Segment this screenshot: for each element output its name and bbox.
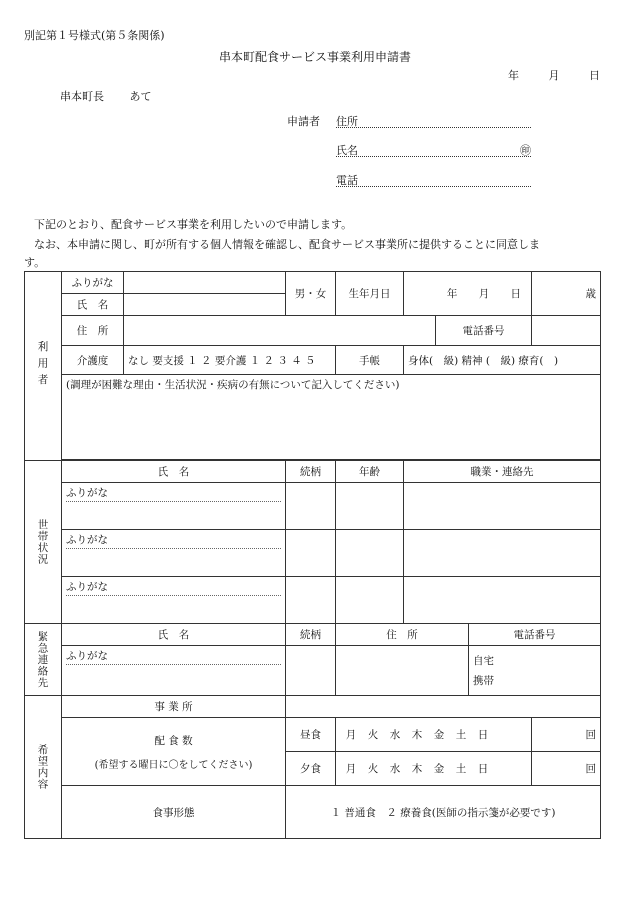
user-section-heading: 利用者 [25,272,62,461]
form-title: 串本町配食サービス事業利用申請書 [218,50,411,64]
household-furigana-1: ふりがな [66,485,281,502]
form-number: 別記第１号様式(第５条関係) [24,29,165,42]
care-level-label: 介護度 [62,346,124,375]
user-furigana-label: ふりがな [62,272,124,294]
dinner-day-thu[interactable]: 木 [411,763,423,775]
lunch-days[interactable] [336,718,532,752]
user-name-field[interactable] [124,294,286,316]
birth-month-label: 月 [478,288,490,300]
lunch-day-fri[interactable]: 金 [433,729,445,741]
body-line-3: す。 [24,256,46,269]
applicant-phone-label: 電話 [336,174,358,187]
dinner-label: 夕食 [286,752,336,786]
emergency-col-name: 氏 名 [62,624,286,646]
dinner-day-sun[interactable]: 日 [477,763,489,775]
dinner-day-wed[interactable]: 水 [389,763,401,775]
lunch-times-label: 回 [585,729,597,741]
household-section-heading: 世帯状況 [25,461,62,624]
meal-count-cell [62,718,286,786]
gender-select[interactable]: 男・女 [286,272,336,316]
household-member-3-age[interactable] [336,577,404,624]
household-col-age: 年齢 [336,461,404,483]
lunch-day-tue[interactable]: 火 [367,729,379,741]
meal-count-label: 配 食 数 [154,734,193,747]
addressee-name: 串本町長 [60,90,104,103]
household-col-job: 職業・連絡先 [404,461,601,483]
dinner-times[interactable] [532,752,601,786]
household-member-2-name[interactable] [62,530,286,577]
applicant-name-label: 氏名 [336,144,358,157]
household-member-2-age[interactable] [336,530,404,577]
user-furigana-field[interactable] [124,272,286,294]
lunch-day-sat[interactable]: 土 [455,729,467,741]
household-member-3-name[interactable] [62,577,286,624]
care-level-options[interactable]: なし 要支援 １ ２ 要介護 １ ２ ３ ４ ５ [124,346,336,375]
emergency-col-relation: 続柄 [286,624,336,646]
age-label: 歳 [585,288,597,300]
applicant-address-field[interactable] [336,113,531,128]
body-line-1: 下記のとおり、配食サービス事業を利用したいので申請します。 [34,218,353,231]
emergency-section-heading: 緊急連絡先 [25,624,62,696]
household-furigana-2: ふりがな [66,532,281,549]
user-phone-field[interactable] [532,316,601,346]
date-line [508,67,600,83]
addressee [60,88,152,104]
lunch-label: 昼食 [286,718,336,752]
lunch-day-wed[interactable]: 水 [389,729,401,741]
user-situation-field[interactable] [62,375,601,460]
date-year: 年 [508,69,519,82]
birth-label: 生年月日 [336,272,404,316]
applicant-phone-field[interactable] [336,172,531,187]
date-day: 日 [589,69,600,82]
request-section-heading: 希望内容 [25,696,62,839]
emergency-home-label: 自宅 [473,654,494,667]
meal-type-options[interactable]: １ 普通食 ２ 療養食(医師の指示箋が必要です) [286,786,601,839]
user-address-label: 住 所 [62,316,124,346]
user-phone-label: 電話番号 [436,316,532,346]
emergency-col-phone: 電話番号 [469,624,601,646]
emergency-name-field[interactable] [62,646,286,696]
date-month: 月 [548,69,560,82]
birth-date-field[interactable] [404,272,532,316]
office-label: 事 業 所 [62,696,286,718]
birth-day-label: 日 [510,288,522,300]
emergency-mobile-label: 携帯 [473,674,494,687]
lunch-day-thu[interactable]: 木 [411,729,423,741]
household-furigana-3: ふりがな [66,579,281,596]
dinner-day-fri[interactable]: 金 [433,763,445,775]
emergency-col-address: 住 所 [336,624,469,646]
household-member-3-relation[interactable] [286,577,336,624]
seal-icon: ㊞ [520,144,531,157]
user-address-field[interactable] [124,316,436,346]
age-field[interactable] [532,272,601,316]
applicant-name-field[interactable] [336,142,531,157]
emergency-relation-field[interactable] [286,646,336,696]
dinner-day-tue[interactable]: 火 [367,763,379,775]
household-col-relation: 続柄 [286,461,336,483]
birth-year-label: 年 [446,288,458,300]
household-member-2-relation[interactable] [286,530,336,577]
household-member-3-job[interactable] [404,577,601,624]
household-member-2-job[interactable] [404,530,601,577]
body-line-2: なお、本申請に関し、町が所有する個人情報を確認し、配食サービス事業所に提供することに同意しま [34,238,540,251]
household-member-1-name[interactable] [62,483,286,530]
applicant-address-label: 住所 [336,115,358,128]
handbook-label: 手帳 [336,346,404,375]
addressee-suffix: あて [129,90,152,103]
lunch-day-sun[interactable]: 日 [477,729,489,741]
emergency-furigana: ふりがな [66,648,281,665]
dinner-days[interactable] [336,752,532,786]
office-field[interactable] [286,696,601,718]
emergency-phone-field[interactable] [469,646,601,696]
handbook-options[interactable]: 身体( 級) 精神 ( 級) 療育( ) [404,346,601,375]
household-member-1-job[interactable] [404,483,601,530]
household-member-1-age[interactable] [336,483,404,530]
dinner-day-mon[interactable]: 月 [345,763,357,775]
application-table [24,271,601,839]
lunch-times[interactable] [532,718,601,752]
dinner-day-sat[interactable]: 土 [455,763,467,775]
dinner-times-label: 回 [585,763,597,775]
meal-type-label: 食事形態 [62,786,286,839]
emergency-address-field[interactable] [336,646,469,696]
household-col-name: 氏 名 [62,461,286,483]
lunch-day-mon[interactable]: 月 [345,729,357,741]
user-situation-note: (調理が困難な理由・生活状況・疾病の有無について記入してください) [66,379,400,391]
meal-count-note: (希望する曜日に〇をしてください) [94,759,253,771]
user-name-label: 氏 名 [62,294,124,316]
household-member-1-relation[interactable] [286,483,336,530]
applicant-label: 申請者 [287,115,320,128]
